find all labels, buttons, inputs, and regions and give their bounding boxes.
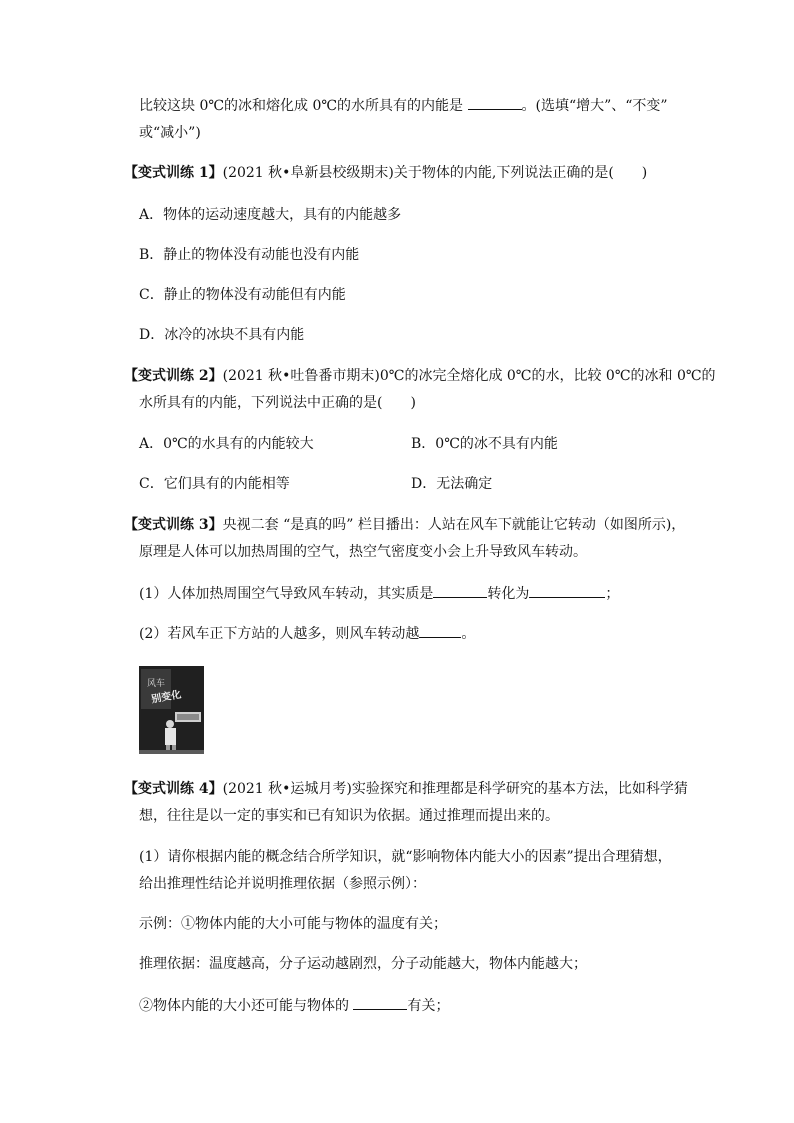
windmill-tv-photo — [139, 666, 204, 754]
variant-3-sub-1 — [139, 583, 619, 604]
variant-4-stem — [124, 779, 688, 799]
variant-3-stem — [124, 515, 685, 535]
variant-1-tag: 【变式训练 1】 — [124, 165, 223, 181]
variant-1-option-c: C．静止的物体没有动能但有内能 — [139, 287, 346, 303]
variant-4-basis: 推理依据：温度越高，分子运动越剧烈，分子动能越大，物体内能越大； — [139, 956, 587, 972]
answer-blank-energy-from[interactable] — [433, 583, 487, 598]
variant-4-item-2-text: ②物体内能的大小还可能与物体的 — [139, 998, 354, 1014]
variant-2-text: (2021 秋•吐鲁番市期末)0℃的冰完全熔化成 0℃的水，比较 0℃的冰和 0℃的 — [222, 368, 716, 384]
variant-3-text: 央视二套 “是真的吗” 栏目播出：人站在风车下就能让它转动（如图所示)， — [222, 517, 686, 533]
variant-3-sub-1-end: ； — [605, 586, 620, 602]
variant-3-sub-2-end: 。 — [461, 626, 476, 642]
variant-3-tag: 【变式训练 3】 — [124, 517, 223, 533]
variant-4-item-2 — [139, 995, 449, 1016]
answer-blank-energy-to[interactable] — [529, 583, 605, 598]
variant-3-sub-2 — [139, 623, 475, 644]
variant-3-sub-2-text: (2）若风车正下方站的人越多，则风车转动越 — [139, 626, 420, 642]
answer-blank-factor[interactable] — [353, 995, 407, 1010]
variant-4-tag: 【变式训练 4】 — [124, 781, 223, 797]
variant-1-stem — [124, 163, 647, 183]
variant-1-option-a: A．物体的运动速度越大，具有的内能越多 — [139, 207, 402, 223]
variant-2-option-c: C．它们具有的内能相等 — [139, 476, 290, 492]
answer-blank[interactable] — [468, 95, 522, 110]
variant-2-option-d: D．无法确定 — [411, 476, 493, 492]
variant-4-example: 示例：①物体内能的大小可能与物体的温度有关； — [139, 916, 447, 932]
intro-line-2: 或“减小”) — [139, 125, 201, 141]
variant-4-item-2-end: 有关； — [407, 998, 450, 1014]
variant-4-sub-1-line-2: 给出推理性结论并说明推理依据（参照示例）： — [139, 876, 426, 892]
variant-2-option-b: B．0℃的冰不具有内能 — [411, 436, 558, 452]
variant-2-tag: 【变式训练 2】 — [124, 368, 223, 384]
variant-2-option-a: A．0℃的水具有的内能较大 — [139, 436, 314, 452]
intro-line-1 — [139, 95, 668, 116]
variant-3-sub-1-mid: 转化为 — [487, 586, 530, 602]
intro-text-options: 。(选填“增大”、“不变” — [521, 98, 668, 114]
answer-blank-speed[interactable] — [419, 623, 461, 638]
variant-1-text: (2021 秋•阜新县校级期末)关于物体的内能,下列说法正确的是( ) — [222, 165, 648, 181]
photo-caption-2: 别变化 — [150, 689, 183, 706]
variant-2-stem — [124, 366, 716, 386]
variant-4-text: (2021 秋•运城月考)实验探究和推理都是科学研究的基本方法，比如科学猜 — [222, 781, 688, 797]
variant-1-option-b: B．静止的物体没有动能也没有内能 — [139, 247, 360, 263]
variant-1-option-d: D．冰冷的冰块不具有内能 — [139, 327, 305, 343]
variant-4-stem-line-2: 想，往往是以一定的事实和已有知识为依据。通过推理而提出来的。 — [139, 808, 559, 824]
variant-4-sub-1: (1）请你根据内能的概念结合所学知识，就“影响物体内能大小的因素”提出合理猜想， — [139, 849, 672, 865]
intro-text: 比较这块 0℃的冰和熔化成 0℃的水所具有的内能是 — [139, 98, 468, 114]
photo-caption-1: 风车 — [147, 679, 166, 689]
variant-3-stem-line-2: 原理是人体可以加热周围的空气，热空气密度变小会上升导致风车转动。 — [139, 544, 587, 560]
variant-3-sub-1-text: (1）人体加热周围空气导致风车转动，其实质是 — [139, 586, 434, 602]
variant-2-stem-line-2: 水所具有的内能，下列说法中正确的是( ) — [139, 395, 416, 411]
